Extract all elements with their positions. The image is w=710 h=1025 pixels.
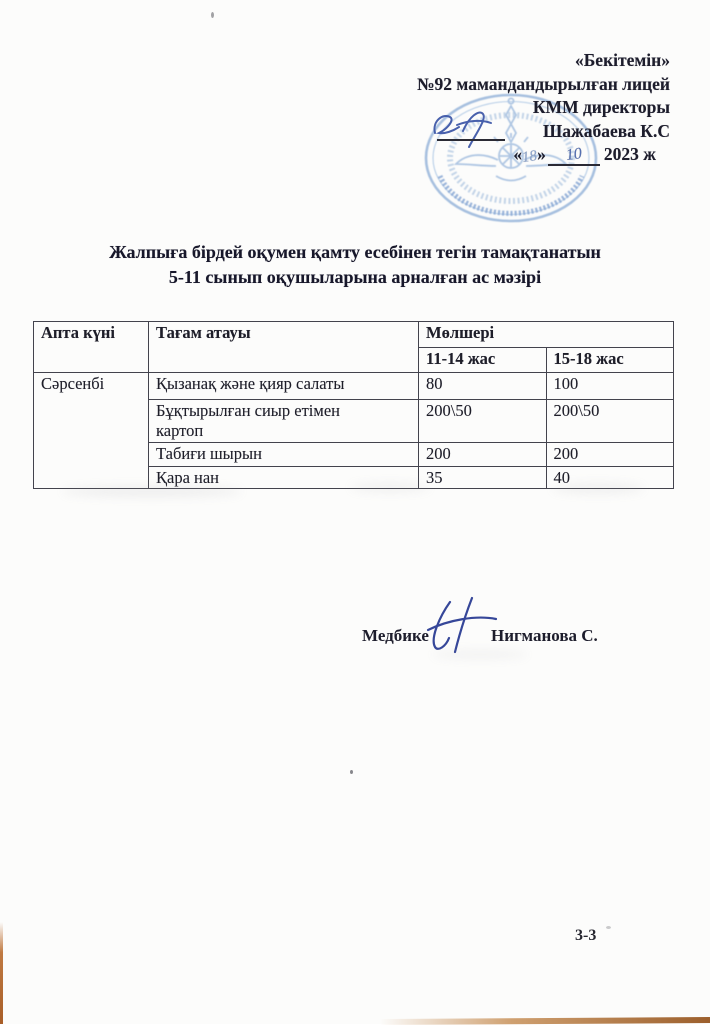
approval-block: [330, 49, 670, 169]
cell-portion-11-14: 200\50: [419, 400, 547, 443]
approval-line-school: №92 мамандандырылған лицей: [416, 73, 670, 94]
approval-date-line: [330, 143, 670, 169]
approval-line-director-name: Шажабаева К.С: [543, 120, 670, 141]
cell-dish: Бұқтырылған сиыр етімен картоп: [149, 400, 419, 443]
scan-smudge: [432, 650, 528, 659]
page-number: 3-3: [575, 927, 597, 944]
header-dish-column: Тағам атауы: [149, 322, 419, 373]
scan-speck: [606, 926, 611, 929]
nurse-name-label: Нигманова С.: [491, 626, 598, 645]
scan-smudge: [552, 483, 644, 494]
cell-dish: Қара нан: [149, 467, 419, 489]
date-open-quote: «: [513, 144, 523, 164]
menu-table: [33, 321, 674, 489]
date-year: 2023 ж: [603, 144, 656, 164]
scan-speck: [211, 12, 214, 18]
scan-edge-artifact-left: [0, 922, 3, 1024]
header-age-15-18: 15-18 жас: [546, 348, 674, 373]
cell-weekday: Сәрсенбі: [34, 373, 149, 489]
scan-speck: [350, 770, 353, 774]
cell-portion-11-14: 80: [419, 373, 547, 400]
date-month-blank: [548, 146, 600, 166]
scan-smudge: [62, 486, 242, 497]
table-row: [34, 373, 674, 400]
date-month-handwritten: 10: [564, 145, 583, 164]
cell-portion-11-14: 200: [419, 443, 547, 467]
document-title-line1: Жалпыға бірдей оқумен қамту есебінен тегін тамақтанатын: [109, 242, 601, 262]
table-header-row: [34, 322, 674, 348]
cell-dish: Табиғи шырын: [149, 443, 419, 467]
cell-portion-15-18: 100: [546, 373, 674, 400]
cell-portion-11-14: 35: [419, 467, 547, 489]
date-close-quote: »: [537, 144, 546, 164]
header-portion-column: Мөлшері: [419, 322, 674, 348]
nurse-role-label: Медбике: [362, 626, 429, 645]
date-day-handwritten: 18: [521, 147, 539, 167]
approval-line-director: КММ директоры: [532, 97, 670, 117]
document-title: [0, 240, 710, 290]
cell-portion-15-18: 40: [546, 467, 674, 489]
director-signature-line: [437, 139, 505, 141]
nurse-signature-ink: [420, 596, 502, 654]
approval-line-approve: «Бекітемін»: [574, 50, 670, 70]
cell-dish: Қызанақ және қияр салаты: [149, 373, 419, 400]
cell-portion-15-18: 200\50: [546, 400, 674, 443]
document-title-line2: 5-11 сынып оқушыларына арналған ас мәзірі: [168, 267, 542, 287]
scan-smudge: [350, 483, 430, 492]
header-age-11-14: 11-14 жас: [419, 348, 547, 373]
header-day-column: Апта күні: [34, 322, 149, 373]
cell-portion-15-18: 200: [546, 443, 674, 467]
